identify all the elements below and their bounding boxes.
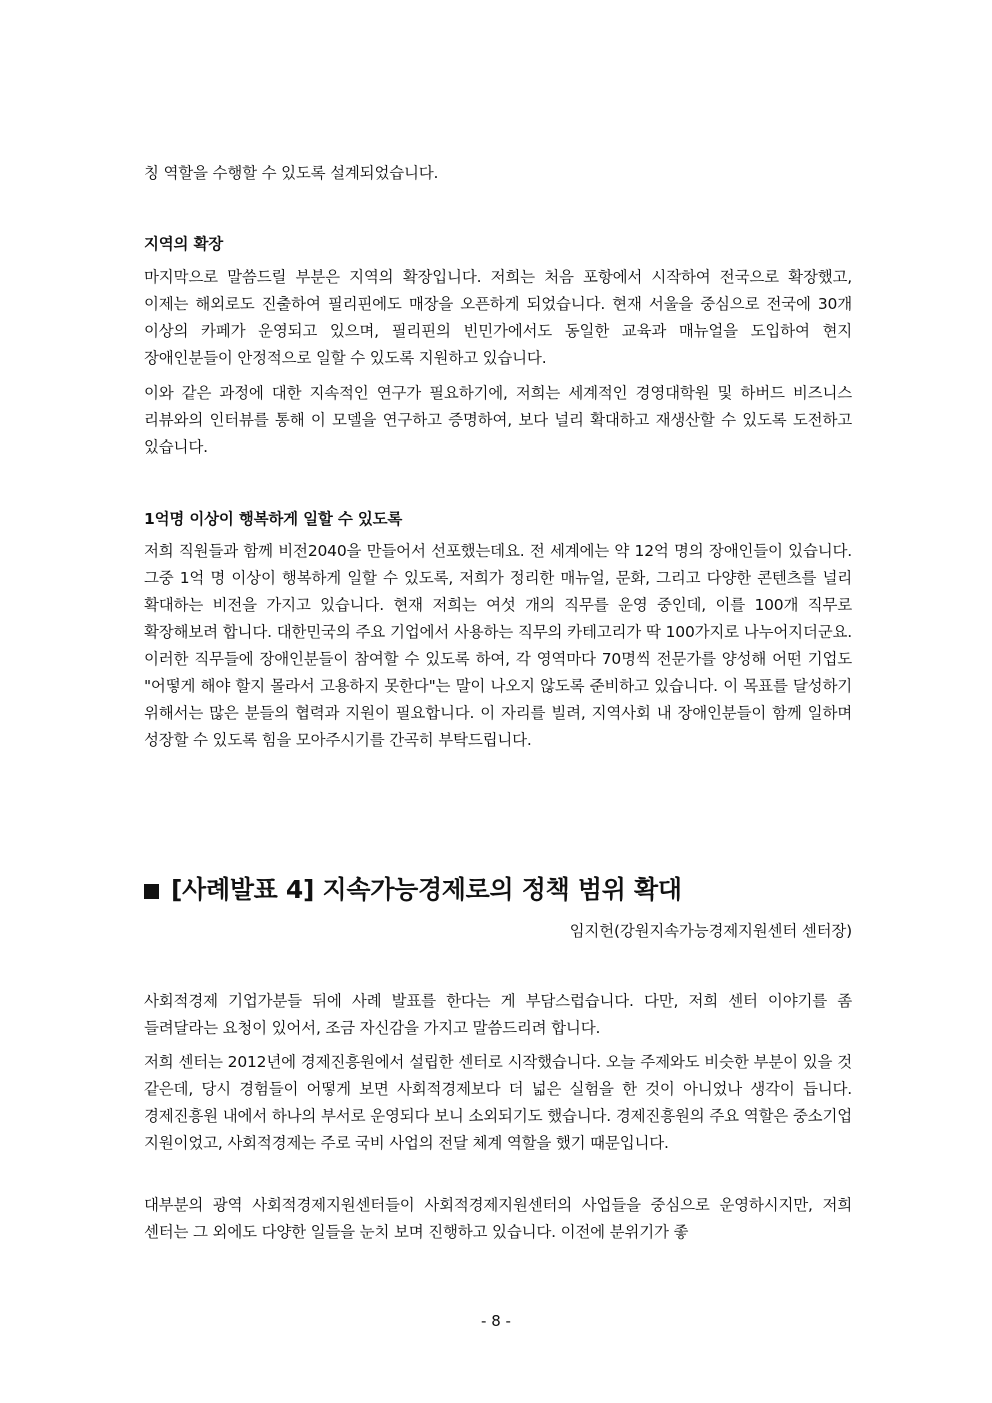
paragraph-regional-1: 마지막으로 말씀드릴 부분은 지역의 확장입니다. 저희는 처음 포항에서 시작하여 전국으로 확장했고, 이제는 해외로도 진출하여 필리핀에도 매장을 오픈하게 되었습니다. 현재 서울을 중심으로 전국에 30개 이상의 카페가 운영되고 있으며, 필리핀의 빈민가에서도 동일한 교육과 매뉴얼을 도입하여 현지 장애인분들이 안정적으로 일할 수 있도록 지원하고 있습니다. bbox=[144, 268, 852, 367]
subheading-regional-expansion: 지역의 확장 bbox=[144, 235, 224, 253]
square-bullet-icon bbox=[144, 884, 159, 899]
subheading-vision: 1억명 이상이 행복하게 일할 수 있도록 bbox=[144, 510, 403, 528]
presenter-credit: 임지헌(강원지속가능경제지원센터 센터장) bbox=[569, 922, 852, 940]
paragraph-vision: 저희 직원들과 함께 비전2040을 만들어서 선포했는데요. 전 세계에는 약 12억 명의 장애인들이 있습니다. 그중 1억 명 이상이 행복하게 일할 수 있도록, 저희가 정리한 매뉴얼, 문화, 그리고 다양한 콘텐츠를 널리 확대하는 비전을 가지고 있습니다. 현재 저희는 여섯 개의 직무를 운영 중인데, 이를 100개 직무로 확장해보려 합니다. 대한민국의 주요 기업에서 사용하는 직무의 카테고리가 딱 100가지로 나누어지더군요. 이러한 직무들에 장애인분들이 참여할 수 있도록 하여, 각 영역마다 70명씩 전문가를 양성해 어떤 기업도 "어떻게 해야 할지 몰라서 고용하지 못한다"는 말이 나오지 않도록 준비하고 있습니다. 이 목표를 달성하기 위해서는 많은 분들의 협력과 지원이 필요합니다. 이 자리를 빌려, 지역사회 내 장애인분들이 함께 일하며 성장할 수 있도록 힘을 모아주시기를 간곡히 부탁드립니다. bbox=[144, 542, 852, 749]
continued-paragraph: 칭 역할을 수행할 수 있도록 설계되었습니다. bbox=[144, 164, 439, 182]
section-title-text: [사례발표 4] 지속가능경제로의 정책 범위 확대 bbox=[171, 875, 682, 904]
page-number: - 8 - bbox=[481, 1312, 511, 1330]
section-title bbox=[144, 872, 682, 908]
paragraph-regional-2: 이와 같은 과정에 대한 지속적인 연구가 필요하기에, 저희는 세계적인 경영대학원 및 하버드 비즈니스 리뷰와의 인터뷰를 통해 이 모델을 연구하고 증명하여, 보다 널리 확대하고 재생산할 수 있도록 도전하고 있습니다. bbox=[144, 384, 852, 456]
paragraph-section-1: 사회적경제 기업가분들 뒤에 사례 발표를 한다는 게 부담스럽습니다. 다만, 저희 센터 이야기를 좀 들려달라는 요청이 있어서, 조금 자신감을 가지고 말씀드리려 합니다. bbox=[144, 992, 852, 1037]
paragraph-section-2: 저희 센터는 2012년에 경제진흥원에서 설립한 센터로 시작했습니다. 오늘 주제와도 비슷한 부분이 있을 것 같은데, 당시 경험들이 어떻게 보면 사회적경제보다 더 넓은 실험을 한 것이 아니었나 생각이 듭니다. 경제진흥원 내에서 하나의 부서로 운영되다 보니 소외되기도 했습니다. 경제진흥원의 주요 역할은 중소기업 지원이었고, 사회적경제는 주로 국비 사업의 전달 체계 역할을 했기 때문입니다. bbox=[144, 1053, 852, 1152]
paragraph-section-3: 대부분의 광역 사회적경제지원센터들이 사회적경제지원센터의 사업들을 중심으로 운영하시지만, 저희 센터는 그 외에도 다양한 일들을 눈치 보며 진행하고 있습니다. 이전에 분위기가 좋 bbox=[144, 1196, 852, 1241]
